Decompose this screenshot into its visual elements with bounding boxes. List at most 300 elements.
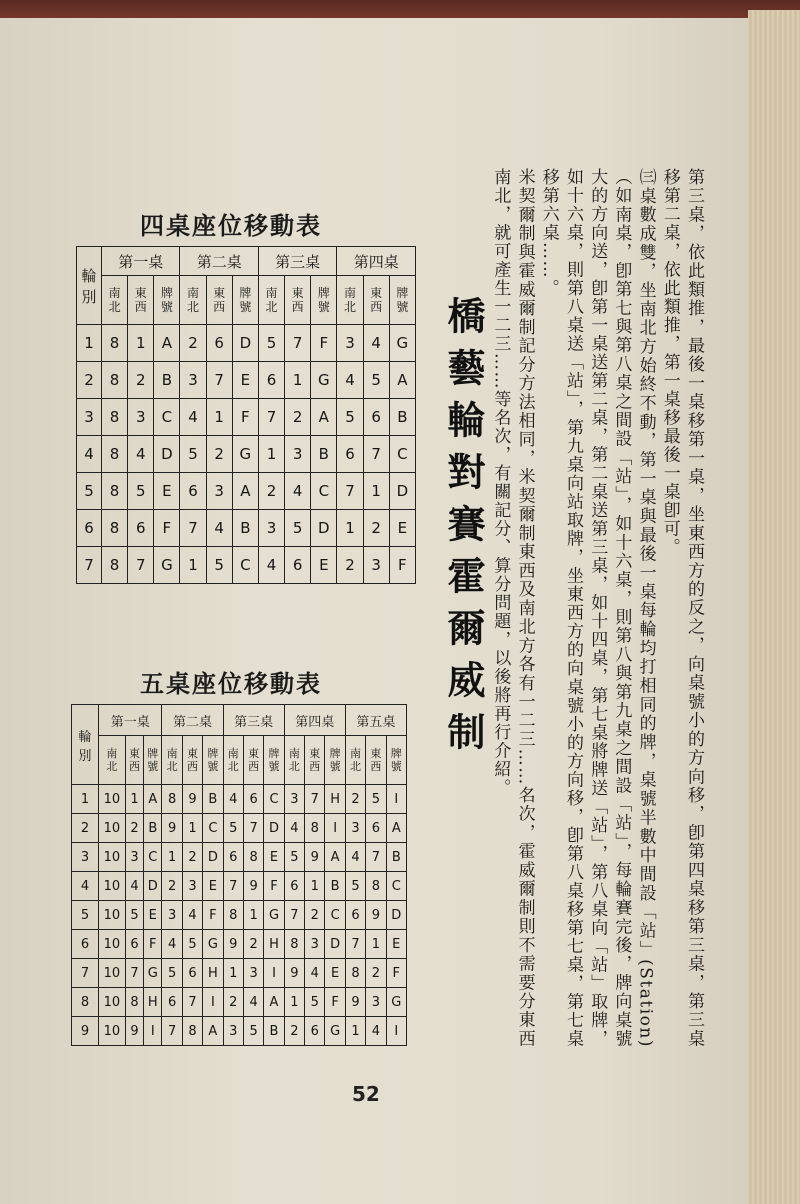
table-cell: I bbox=[203, 988, 223, 1017]
table-cell: 4 bbox=[366, 1017, 386, 1046]
table-cell: G bbox=[325, 1017, 345, 1046]
table-cell: F bbox=[154, 510, 180, 547]
table-cell: G bbox=[386, 988, 406, 1017]
table-cell: 4 bbox=[182, 901, 202, 930]
table-cell: 7 bbox=[182, 988, 202, 1017]
table-cell: 7 bbox=[345, 930, 365, 959]
table-cell: E bbox=[144, 901, 162, 930]
table-cell: A bbox=[203, 1017, 223, 1046]
table-cell: 10 bbox=[99, 814, 126, 843]
table-cell: 5 bbox=[363, 362, 389, 399]
table-cell: 6 bbox=[223, 843, 243, 872]
position-header: 南 北 bbox=[223, 736, 243, 785]
table-row bbox=[77, 473, 416, 510]
round-number: 2 bbox=[77, 362, 102, 399]
table-cell: 9 bbox=[162, 814, 182, 843]
table-cell: 8 bbox=[102, 510, 128, 547]
table-row bbox=[72, 988, 407, 1017]
table-cell: E bbox=[203, 872, 223, 901]
position-header: 南 北 bbox=[258, 276, 284, 325]
table-cell: 10 bbox=[99, 959, 126, 988]
table-cell: G bbox=[232, 436, 258, 473]
table-row bbox=[77, 325, 416, 362]
table-cell: D bbox=[264, 814, 284, 843]
table-cell: B bbox=[232, 510, 258, 547]
table-cell: I bbox=[264, 959, 284, 988]
table-cell: G bbox=[144, 959, 162, 988]
table-cell: 10 bbox=[99, 988, 126, 1017]
table-cell: 4 bbox=[243, 988, 263, 1017]
round-number: 7 bbox=[72, 959, 99, 988]
table-cell: 1 bbox=[182, 814, 202, 843]
table-column-header: 第三桌 bbox=[258, 247, 336, 276]
table-cell: 1 bbox=[284, 988, 304, 1017]
round-number: 1 bbox=[72, 785, 99, 814]
table-cell: 4 bbox=[162, 930, 182, 959]
table-cell: F bbox=[264, 872, 284, 901]
table-cell: 1 bbox=[223, 959, 243, 988]
table-cell: C bbox=[144, 843, 162, 872]
table-cell: 3 bbox=[223, 1017, 243, 1046]
table-cell: B bbox=[389, 399, 415, 436]
table-cell: 6 bbox=[125, 930, 143, 959]
table-cell: 8 bbox=[305, 814, 325, 843]
round-number: 3 bbox=[77, 399, 102, 436]
position-header: 牌 號 bbox=[144, 736, 162, 785]
table-cell: B bbox=[386, 843, 406, 872]
table-cell: 1 bbox=[180, 547, 206, 584]
table-row bbox=[72, 843, 407, 872]
table-cell: G bbox=[389, 325, 415, 362]
table-cell: 5 bbox=[366, 785, 386, 814]
table-cell: I bbox=[325, 814, 345, 843]
table-cell: A bbox=[154, 325, 180, 362]
table4-header-tables bbox=[77, 247, 416, 276]
table-cell: E bbox=[264, 843, 284, 872]
table-cell: 1 bbox=[258, 436, 284, 473]
table-cell: 3 bbox=[180, 362, 206, 399]
table-cell: 7 bbox=[337, 473, 363, 510]
table-cell: D bbox=[386, 901, 406, 930]
table-cell: F bbox=[144, 930, 162, 959]
table-cell: F bbox=[232, 399, 258, 436]
table-cell: 8 bbox=[243, 843, 263, 872]
table-cell: D bbox=[389, 473, 415, 510]
table-cell: 5 bbox=[285, 510, 311, 547]
position-header: 東 西 bbox=[363, 276, 389, 325]
table-column-header: 第二桌 bbox=[162, 705, 223, 736]
table-column-header: 第四桌 bbox=[284, 705, 345, 736]
table-cell: 9 bbox=[182, 785, 202, 814]
table-cell: 3 bbox=[363, 547, 389, 584]
table-cell: B bbox=[311, 436, 337, 473]
article-body bbox=[490, 168, 706, 1048]
table-cell: C bbox=[325, 901, 345, 930]
table-cell: 7 bbox=[305, 785, 325, 814]
table-cell: 8 bbox=[345, 959, 365, 988]
table-cell: 3 bbox=[258, 510, 284, 547]
table-cell: 7 bbox=[366, 843, 386, 872]
table-cell: 2 bbox=[345, 785, 365, 814]
table-row bbox=[72, 959, 407, 988]
table-cell: C bbox=[154, 399, 180, 436]
table-cell: E bbox=[325, 959, 345, 988]
table-cell: 1 bbox=[206, 399, 232, 436]
table-cell: 5 bbox=[162, 959, 182, 988]
table-cell: E bbox=[311, 547, 337, 584]
table-cell: C bbox=[311, 473, 337, 510]
table-cell: 7 bbox=[223, 872, 243, 901]
table-cell: I bbox=[386, 1017, 406, 1046]
table-cell: 4 bbox=[223, 785, 243, 814]
table-cell: 1 bbox=[128, 325, 154, 362]
table-row bbox=[72, 930, 407, 959]
table-cell: E bbox=[232, 362, 258, 399]
table-cell: 8 bbox=[284, 930, 304, 959]
table-row bbox=[77, 547, 416, 584]
table-cell: 6 bbox=[243, 785, 263, 814]
table-cell: 4 bbox=[128, 436, 154, 473]
table-cell: 3 bbox=[182, 872, 202, 901]
table-cell: B bbox=[325, 872, 345, 901]
table-cell: 3 bbox=[125, 843, 143, 872]
table-cell: 3 bbox=[366, 988, 386, 1017]
table-cell: 5 bbox=[284, 843, 304, 872]
table-cell: 2 bbox=[206, 436, 232, 473]
table-cell: A bbox=[386, 814, 406, 843]
table-cell: 2 bbox=[305, 901, 325, 930]
table-cell: 4 bbox=[284, 814, 304, 843]
position-header: 牌 號 bbox=[311, 276, 337, 325]
table-cell: H bbox=[264, 930, 284, 959]
table-cell: 9 bbox=[366, 901, 386, 930]
position-header: 南 北 bbox=[345, 736, 365, 785]
position-header: 南 北 bbox=[162, 736, 182, 785]
table-cell: B bbox=[144, 814, 162, 843]
table-cell: 2 bbox=[284, 1017, 304, 1046]
table5-title: 五桌座位移動表 bbox=[140, 669, 322, 698]
round-number: 2 bbox=[72, 814, 99, 843]
table-cell: B bbox=[154, 362, 180, 399]
table-cell: 1 bbox=[285, 362, 311, 399]
table-cell: 8 bbox=[102, 399, 128, 436]
table-cell: G bbox=[264, 901, 284, 930]
round-number: 4 bbox=[72, 872, 99, 901]
table-cell: A bbox=[389, 362, 415, 399]
position-header: 牌 號 bbox=[203, 736, 223, 785]
position-header: 東 西 bbox=[285, 276, 311, 325]
position-header: 牌 號 bbox=[325, 736, 345, 785]
table5-header-positions bbox=[72, 736, 407, 785]
table-row bbox=[77, 436, 416, 473]
table-cell: 5 bbox=[180, 436, 206, 473]
table-cell: 3 bbox=[345, 814, 365, 843]
table-cell: 1 bbox=[305, 872, 325, 901]
position-header: 南 北 bbox=[284, 736, 304, 785]
table-cell: 4 bbox=[345, 843, 365, 872]
round-number: 5 bbox=[77, 473, 102, 510]
table-cell: D bbox=[232, 325, 258, 362]
table-cell: 8 bbox=[102, 473, 128, 510]
article-title: 橋藝輪對賽霍爾威制 bbox=[441, 296, 485, 764]
position-header: 東 西 bbox=[125, 736, 143, 785]
table-cell: F bbox=[386, 959, 406, 988]
table-cell: 6 bbox=[305, 1017, 325, 1046]
table-cell: 7 bbox=[206, 362, 232, 399]
table-cell: 6 bbox=[285, 547, 311, 584]
table5-body bbox=[72, 785, 407, 1046]
table4-title: 四桌座位移動表 bbox=[140, 211, 322, 240]
table-cell: C bbox=[264, 785, 284, 814]
table-cell: 4 bbox=[180, 399, 206, 436]
table-cell: 9 bbox=[284, 959, 304, 988]
table-cell: 3 bbox=[206, 473, 232, 510]
table-cell: 6 bbox=[128, 510, 154, 547]
table-cell: 6 bbox=[363, 399, 389, 436]
table-cell: 10 bbox=[99, 785, 126, 814]
table-cell: E bbox=[386, 930, 406, 959]
table-row bbox=[77, 362, 416, 399]
table-cell: B bbox=[203, 785, 223, 814]
round-header: 輪 別 bbox=[72, 705, 99, 785]
table-column-header: 第五桌 bbox=[345, 705, 406, 736]
table-cell: 9 bbox=[125, 1017, 143, 1046]
table-cell: 10 bbox=[99, 930, 126, 959]
table-cell: D bbox=[203, 843, 223, 872]
table-cell: 5 bbox=[125, 901, 143, 930]
table-cell: 7 bbox=[180, 510, 206, 547]
table-cell: 6 bbox=[180, 473, 206, 510]
table-cell: 8 bbox=[125, 988, 143, 1017]
table-cell: 6 bbox=[182, 959, 202, 988]
position-header: 南 北 bbox=[180, 276, 206, 325]
table-cell: H bbox=[325, 785, 345, 814]
table-cell: F bbox=[325, 988, 345, 1017]
table-cell: 4 bbox=[258, 547, 284, 584]
round-number: 6 bbox=[77, 510, 102, 547]
table-cell: G bbox=[311, 362, 337, 399]
table-cell: 7 bbox=[162, 1017, 182, 1046]
table-cell: 5 bbox=[258, 325, 284, 362]
round-header: 輪 別 bbox=[77, 247, 102, 325]
table-cell: 5 bbox=[243, 1017, 263, 1046]
table-row bbox=[72, 872, 407, 901]
table-cell: 7 bbox=[363, 436, 389, 473]
round-number: 8 bbox=[72, 988, 99, 1017]
table-cell: 10 bbox=[99, 872, 126, 901]
position-header: 牌 號 bbox=[264, 736, 284, 785]
table-column-header: 第一桌 bbox=[102, 247, 180, 276]
position-header: 南 北 bbox=[102, 276, 128, 325]
round-number: 9 bbox=[72, 1017, 99, 1046]
table-cell: 1 bbox=[345, 1017, 365, 1046]
table-column-header: 第二桌 bbox=[180, 247, 258, 276]
table-cell: 3 bbox=[337, 325, 363, 362]
table-cell: 1 bbox=[363, 473, 389, 510]
table-cell: F bbox=[203, 901, 223, 930]
table-cell: H bbox=[144, 988, 162, 1017]
table-cell: 4 bbox=[125, 872, 143, 901]
table-cell: 10 bbox=[99, 901, 126, 930]
table-cell: 2 bbox=[182, 843, 202, 872]
table-cell: 6 bbox=[162, 988, 182, 1017]
table-cell: A bbox=[311, 399, 337, 436]
table-cell: 3 bbox=[162, 901, 182, 930]
table-cell: 2 bbox=[337, 547, 363, 584]
table-cell: E bbox=[154, 473, 180, 510]
table-cell: 6 bbox=[345, 901, 365, 930]
table-cell: 8 bbox=[102, 436, 128, 473]
table-row bbox=[72, 814, 407, 843]
table-cell: 2 bbox=[162, 872, 182, 901]
page-number: 52 bbox=[352, 1082, 380, 1106]
table4-header-positions bbox=[77, 276, 416, 325]
paragraph: 米契爾制與霍威爾制記分方法相同，米契爾制東西及南北方各有一二三……名次，霍威爾制則不需要分東西南北，就可產生一二三……等名次，有關記分、算分問題，以後將再行介紹。 bbox=[490, 168, 535, 1048]
table-cell: 9 bbox=[305, 843, 325, 872]
table-row bbox=[77, 510, 416, 547]
table-cell: G bbox=[154, 547, 180, 584]
round-number: 4 bbox=[77, 436, 102, 473]
table-cell: 9 bbox=[243, 872, 263, 901]
table-cell: 4 bbox=[206, 510, 232, 547]
table-cell: D bbox=[144, 872, 162, 901]
table-row bbox=[72, 785, 407, 814]
position-header: 東 西 bbox=[305, 736, 325, 785]
table4-body bbox=[77, 325, 416, 584]
table-cell: 8 bbox=[102, 362, 128, 399]
paragraph: 第三桌，依此類推，最後一桌移第一桌，坐東西方的反之，向桌號小的方向移，卽第四桌移第三桌，第三桌移第二桌，依此類推，第一桌移最後一桌卽可。 bbox=[659, 168, 704, 1048]
table-cell: 2 bbox=[180, 325, 206, 362]
table-cell: H bbox=[203, 959, 223, 988]
position-header: 東 西 bbox=[182, 736, 202, 785]
five-table-seating-chart bbox=[71, 704, 407, 1046]
table-cell: 5 bbox=[206, 547, 232, 584]
four-table-seating-chart bbox=[76, 246, 416, 584]
round-number: 1 bbox=[77, 325, 102, 362]
table-cell: 8 bbox=[162, 785, 182, 814]
table-cell: 7 bbox=[284, 901, 304, 930]
table-column-header: 第一桌 bbox=[99, 705, 162, 736]
table-cell: 1 bbox=[366, 930, 386, 959]
table-cell: 5 bbox=[223, 814, 243, 843]
table-cell: 8 bbox=[102, 547, 128, 584]
table-cell: F bbox=[311, 325, 337, 362]
round-number: 5 bbox=[72, 901, 99, 930]
table-row bbox=[72, 901, 407, 930]
table-cell: 1 bbox=[162, 843, 182, 872]
table-cell: 1 bbox=[337, 510, 363, 547]
position-header: 牌 號 bbox=[389, 276, 415, 325]
position-header: 牌 號 bbox=[386, 736, 406, 785]
round-number: 3 bbox=[72, 843, 99, 872]
position-header: 牌 號 bbox=[154, 276, 180, 325]
table-cell: A bbox=[144, 785, 162, 814]
table-cell: 2 bbox=[285, 399, 311, 436]
position-header: 東 西 bbox=[243, 736, 263, 785]
table-column-header: 第三桌 bbox=[223, 705, 284, 736]
table-cell: 2 bbox=[258, 473, 284, 510]
table-cell: D bbox=[325, 930, 345, 959]
table-cell: A bbox=[264, 988, 284, 1017]
table-cell: 7 bbox=[285, 325, 311, 362]
table-cell: 8 bbox=[366, 872, 386, 901]
table-cell: 6 bbox=[337, 436, 363, 473]
table-cell: 4 bbox=[363, 325, 389, 362]
position-header: 東 西 bbox=[366, 736, 386, 785]
table-cell: D bbox=[154, 436, 180, 473]
table-cell: 5 bbox=[182, 930, 202, 959]
table-cell: E bbox=[389, 510, 415, 547]
position-header: 東 西 bbox=[206, 276, 232, 325]
table-cell: 6 bbox=[258, 362, 284, 399]
paragraph: ㈢桌數成雙，坐南北方始終不動，第一桌與最後一桌每輪均打相同的牌，桌號半數中間設「站」(Station)（如南桌，卽第七與第八桌之間設「站」，如十六桌，則第八與第九桌之間設「站」，每輪賽完後，牌向桌號大的方向送，卽第一桌送第二桌，第二桌送第三桌，如十四桌，第七桌將牌送「站」，第八桌向「站」取牌，如十六桌，則第八桌送「站」，第九桌向站取牌，坐東西方的向桌號小的方向移，卽第八桌移第七桌，第七桌移第六桌……。 bbox=[538, 168, 656, 1048]
table-cell: C bbox=[389, 436, 415, 473]
table-cell: 3 bbox=[285, 436, 311, 473]
table-cell: 3 bbox=[305, 930, 325, 959]
table-row bbox=[72, 1017, 407, 1046]
table-cell: I bbox=[144, 1017, 162, 1046]
table-cell: 3 bbox=[284, 785, 304, 814]
table-cell: 4 bbox=[285, 473, 311, 510]
table-cell: I bbox=[386, 785, 406, 814]
table-cell: 1 bbox=[125, 785, 143, 814]
table-cell: 4 bbox=[305, 959, 325, 988]
table-cell: C bbox=[386, 872, 406, 901]
table-cell: 7 bbox=[128, 547, 154, 584]
table-cell: 6 bbox=[206, 325, 232, 362]
table-cell: D bbox=[311, 510, 337, 547]
table-cell: 10 bbox=[99, 1017, 126, 1046]
table-cell: 10 bbox=[99, 843, 126, 872]
table-cell: 8 bbox=[182, 1017, 202, 1046]
position-header: 東 西 bbox=[128, 276, 154, 325]
table-cell: 3 bbox=[243, 959, 263, 988]
table-cell: 2 bbox=[363, 510, 389, 547]
round-number: 7 bbox=[77, 547, 102, 584]
table-cell: 1 bbox=[243, 901, 263, 930]
round-number: 6 bbox=[72, 930, 99, 959]
table-cell: 7 bbox=[125, 959, 143, 988]
table-cell: 5 bbox=[337, 399, 363, 436]
table-cell: 2 bbox=[366, 959, 386, 988]
table-column-header: 第四桌 bbox=[337, 247, 416, 276]
table5-header-tables bbox=[72, 705, 407, 736]
table-cell: 9 bbox=[345, 988, 365, 1017]
position-header: 南 北 bbox=[337, 276, 363, 325]
position-header: 南 北 bbox=[99, 736, 126, 785]
table-cell: B bbox=[264, 1017, 284, 1046]
table-cell: 2 bbox=[243, 930, 263, 959]
table-cell: 8 bbox=[223, 901, 243, 930]
table-cell: A bbox=[232, 473, 258, 510]
page-stack-edge bbox=[748, 10, 800, 1204]
table-cell: 8 bbox=[102, 325, 128, 362]
table-cell: 6 bbox=[366, 814, 386, 843]
table-cell: 9 bbox=[223, 930, 243, 959]
table-cell: 5 bbox=[128, 473, 154, 510]
table-cell: G bbox=[203, 930, 223, 959]
table-cell: 5 bbox=[345, 872, 365, 901]
table-cell: 2 bbox=[125, 814, 143, 843]
table-cell: F bbox=[389, 547, 415, 584]
table-cell: 4 bbox=[337, 362, 363, 399]
table-cell: 3 bbox=[128, 399, 154, 436]
table-cell: 5 bbox=[305, 988, 325, 1017]
table-cell: C bbox=[203, 814, 223, 843]
position-header: 牌 號 bbox=[232, 276, 258, 325]
table-cell: 7 bbox=[243, 814, 263, 843]
table-cell: C bbox=[232, 547, 258, 584]
